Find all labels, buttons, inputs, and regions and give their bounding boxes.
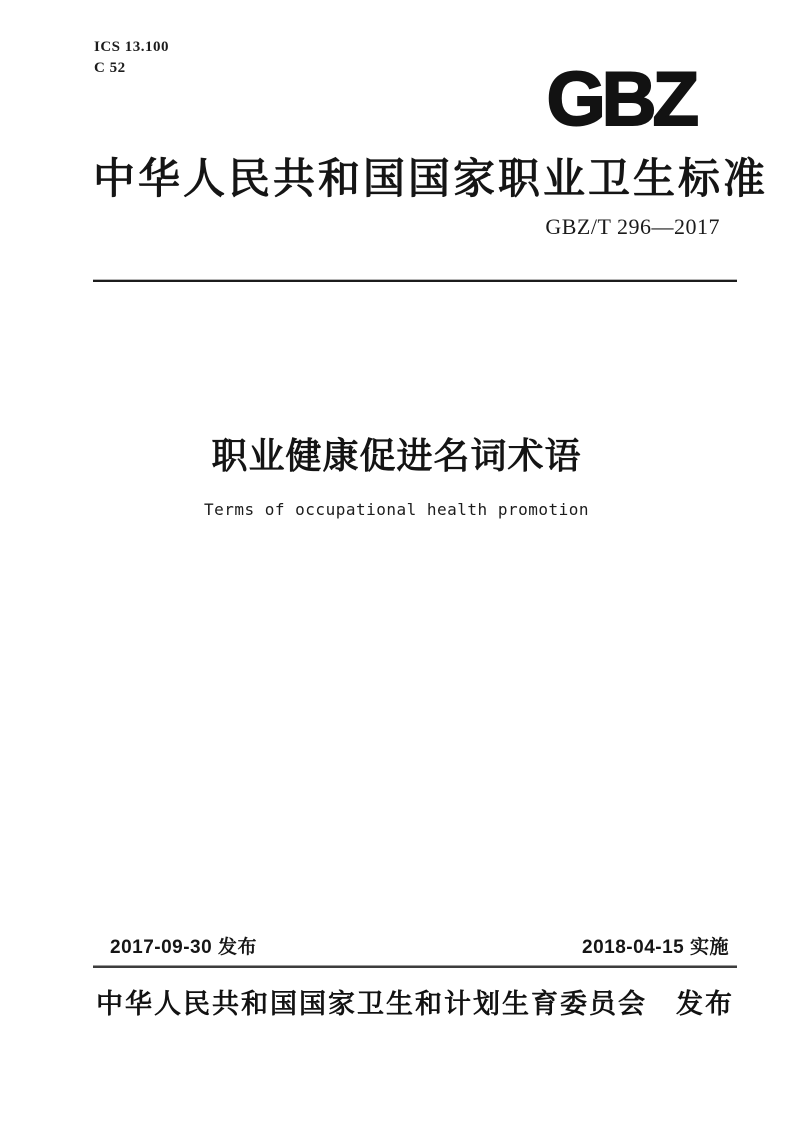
document-title-chinese: 职业健康促进名词术语 <box>211 435 582 476</box>
footer-rule <box>93 965 737 968</box>
header-rule <box>93 279 737 282</box>
ics-code: ICS 13.100 <box>94 39 170 55</box>
gbz-logo: GBZ <box>546 57 695 142</box>
issue-date: 2017-09-30 发布 <box>110 937 257 958</box>
standard-type-title: 中华人民共和国国家职业卫生标准 <box>93 155 769 202</box>
standard-number: GBZ/T 296—2017 <box>545 214 720 239</box>
implementation-date: 2018-04-15 实施 <box>582 937 729 958</box>
document-title-english: Terms of occupational health promotion <box>203 500 590 519</box>
publisher-line: 中华人民共和国国家卫生和计划生育委员会 发布 <box>96 989 734 1019</box>
ics-classification-block <box>94 37 169 79</box>
class-code: C 52 <box>94 60 126 76</box>
